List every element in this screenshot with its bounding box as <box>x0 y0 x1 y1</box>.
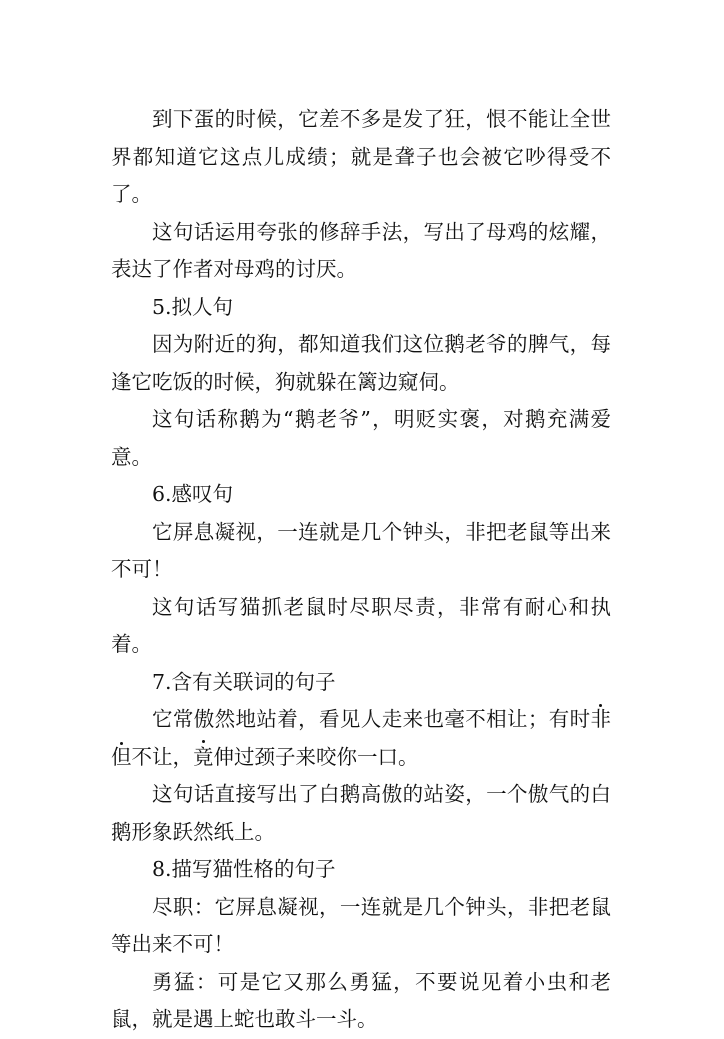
heading-exclamation: 6.感叹句 <box>152 482 234 506</box>
heading-conjunctions: 7.含有关联词的句子 <box>152 669 336 694</box>
paragraph-goose-analysis-2: 这句话直接写出了白鹅高傲的站姿，一个傲气的白鹅形象跃然纸上。 <box>111 782 611 844</box>
emphasis-char: 竟 <box>193 744 214 769</box>
paragraph-cat-waiting: 它屏息凝视，一连就是几个钟头，非把老鼠等出来不可！ <box>111 519 611 581</box>
paragraph-cat-dutiful: 尽职：它屏息凝视，一连就是几个钟头，非把老鼠等出来不可！ <box>111 894 611 956</box>
paragraph-goose-master: 因为附近的狗，都知道我们这位鹅老爷的脾气，每逢它吃饭的时候，狗就躲在篱边窥伺。 <box>111 332 611 394</box>
text-segment: 不让， <box>131 744 193 769</box>
paragraph-goose-proud <box>111 701 611 776</box>
text-segment: 它常傲然地站着，看见人走来也毫不相让；有时 <box>152 707 591 731</box>
paragraph-cat-brave: 勇猛：可是它又那么勇猛，不要说见着小虫和老鼠，就是遇上蛇也敢斗一斗。 <box>111 969 611 1031</box>
text-segment: 伸过颈子来咬你一口。 <box>213 744 419 769</box>
document-page <box>111 101 611 1039</box>
paragraph-cat-analysis: 这句话写猫抓老鼠时尽职尽责，非常有耐心和执着。 <box>111 594 611 656</box>
heading-cat-character: 8.描写猫性格的句子 <box>152 857 336 881</box>
paragraph-hen-analysis: 这句话运用夸张的修辞手法，写出了母鸡的炫耀，表达了作者对母鸡的讨厌。 <box>111 219 611 281</box>
paragraph-hen-boast: 到下蛋的时候，它差不多是发了狂，恨不能让全世界都知道它这点儿成绩；就是聋子也会被它吵得受不了。 <box>111 107 611 206</box>
paragraph-goose-analysis: 这句话称鹅为“鹅老爷”，明贬实褒，对鹅充满爱意。 <box>111 407 611 469</box>
heading-personification: 5.拟人句 <box>152 294 234 319</box>
emphasis-char: 非 <box>590 707 611 731</box>
emphasis-char: 但 <box>111 744 132 769</box>
